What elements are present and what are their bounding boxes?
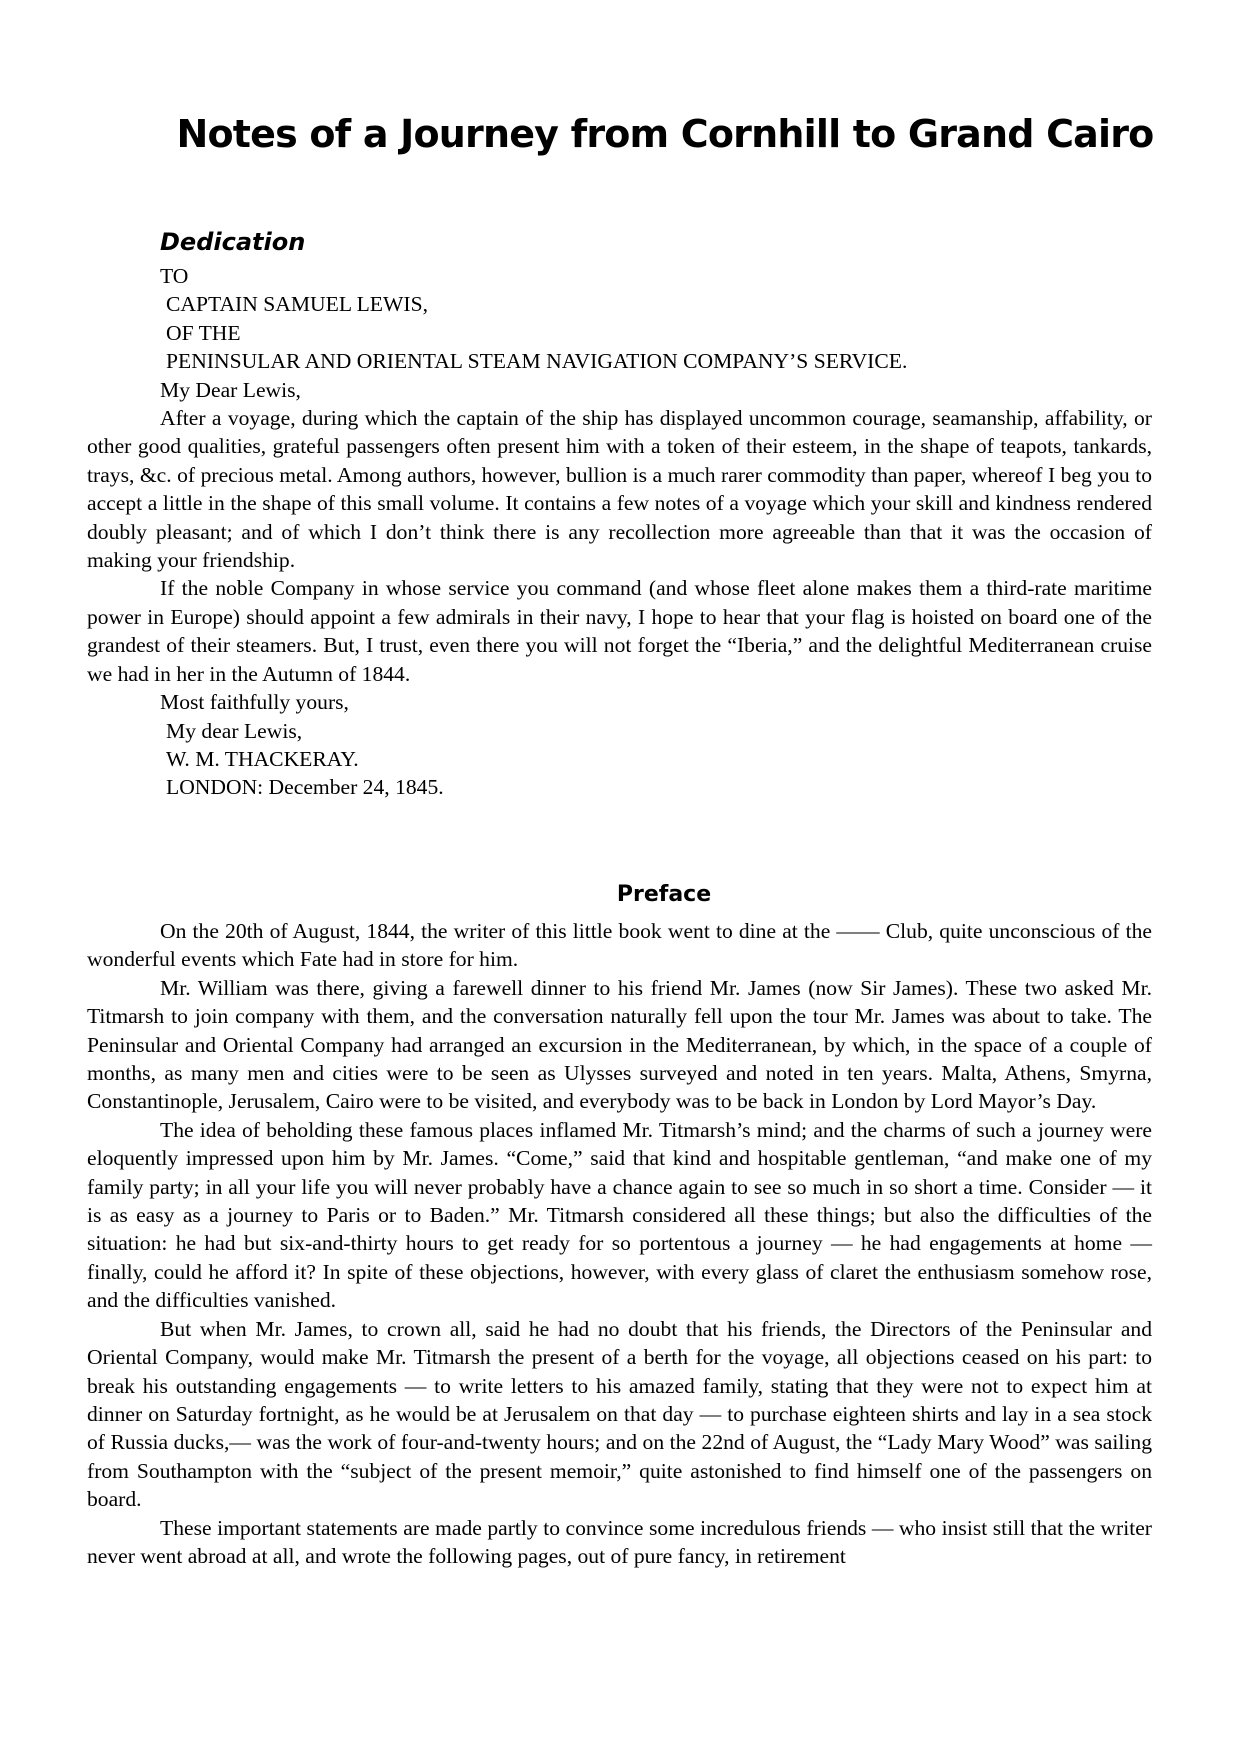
- closing-line: Most faithfully yours,: [160, 690, 349, 715]
- dedication-line: CAPTAIN SAMUEL LEWIS,: [166, 292, 428, 317]
- dateline: LONDON: December 24, 1845.: [166, 775, 444, 800]
- preface-paragraph: On the 20th of August, 1844, the writer of this little book went to dine at the —— Club, quite unconscious of the wonderful events which Fate had in store for him.: [87, 919, 1152, 972]
- preface-heading: Preface: [616, 882, 712, 907]
- signature: W. M. THACKERAY.: [166, 746, 359, 771]
- dedication-line: PENINSULAR AND ORIENTAL STEAM NAVIGATION COMPANY’S SERVICE.: [166, 349, 908, 374]
- dedication-body: [87, 262, 1152, 802]
- preface-paragraph: But when Mr. James, to crown all, said he had no doubt that his friends, the Directors of the Peninsular and Oriental Company, would make Mr. Titmarsh the present of a berth for the voyage, all objections ceased on his part: to break his outstanding engagements — to write letters to his amazed family, stating that they were not to expect him at dinner on Saturday fortnight, as he would be at Jerusalem on that day — to purchase eighteen shirts and lay in a sea stock of Russia ducks,— was the work of four-and-twenty hours; and on the 22nd of August, the “Lady Mary Wood” was sailing from Southampton with the “subject of the present memoir,” quite astonished to find himself one of the passengers on board.: [87, 1316, 1152, 1512]
- dedication-paragraph: After a voyage, during which the captain of the ship has displayed uncommon courage, seamanship, affability, or other good qualities, grateful passengers often present him with a token of their esteem, in the shape of teapots, tankards, trays, &c. of precious metal. Among authors, however, bullion is a much rarer commodity than paper, whereof I beg you to accept a little in the shape of this small volume. It contains a few notes of a voyage which your skill and kindness rendered doubly pleasant; and of which I don’t think there is any recollection more agreeable than that it was the occasion of making your friendship.: [87, 406, 1152, 573]
- dedication-line: TO: [160, 264, 189, 288]
- preface-body: [87, 917, 1152, 1570]
- dedication-paragraph: If the noble Company in whose service you command (and whose fleet alone makes them a third-rate maritime power in Europe) should appoint a few admirals in their navy, I hope to hear that your flag is hoisted on board one of the grandest of their steamers. But, I trust, even there you will not forget the “Iberia,” and the delightful Mediterranean cruise we had in her in the Autumn of 1844.: [87, 576, 1152, 686]
- preface-paragraph: These important statements are made partly to convince some incredulous friends — who insist still that the writer never went abroad at all, and wrote the following pages, out of pure fancy, in retirement: [87, 1515, 1152, 1568]
- dedication-heading: Dedication: [160, 228, 306, 256]
- closing-line: My dear Lewis,: [166, 718, 303, 743]
- book-title: Notes of a Journey from Cornhill to Grand Cairo: [176, 112, 1154, 156]
- preface-paragraph: Mr. William was there, giving a farewell dinner to his friend Mr. James (now Sir James). These two asked Mr. Titmarsh to join company with them, and the conversation naturally fell upon the tour Mr. James was about to take. The Peninsular and Oriental Company had arranged an excursion in the Mediterranean, by which, in the space of a couple of months, as many men and cities were to be seen as Ulysses surveyed and noted in ten years. Malta, Athens, Smyrna, Constantinople, Jerusalem, Cairo were to be visited, and everybody was to be back in London by Lord Mayor’s Day.: [87, 975, 1152, 1114]
- preface-paragraph: The idea of beholding these famous places inflamed Mr. Titmarsh’s mind; and the charms of such a journey were eloquently impressed upon him by Mr. James. “Come,” said that kind and hospitable gentleman, “and make one of my family party; in all your life you will never probably have a chance again to see so much in so short a time. Consider — it is as easy as a journey to Paris or to Baden.” Mr. Titmarsh considered all these things; but also the difficulties of the situation: he had but six-and-thirty hours to get ready for so portentous a journey — he had engagements at home — finally, could he afford it? In spite of these objections, however, with every glass of claret the enthusiasm somehow rose, and the difficulties vanished.: [87, 1117, 1152, 1313]
- dedication-line: OF THE: [166, 320, 241, 345]
- salutation: My Dear Lewis,: [160, 377, 301, 402]
